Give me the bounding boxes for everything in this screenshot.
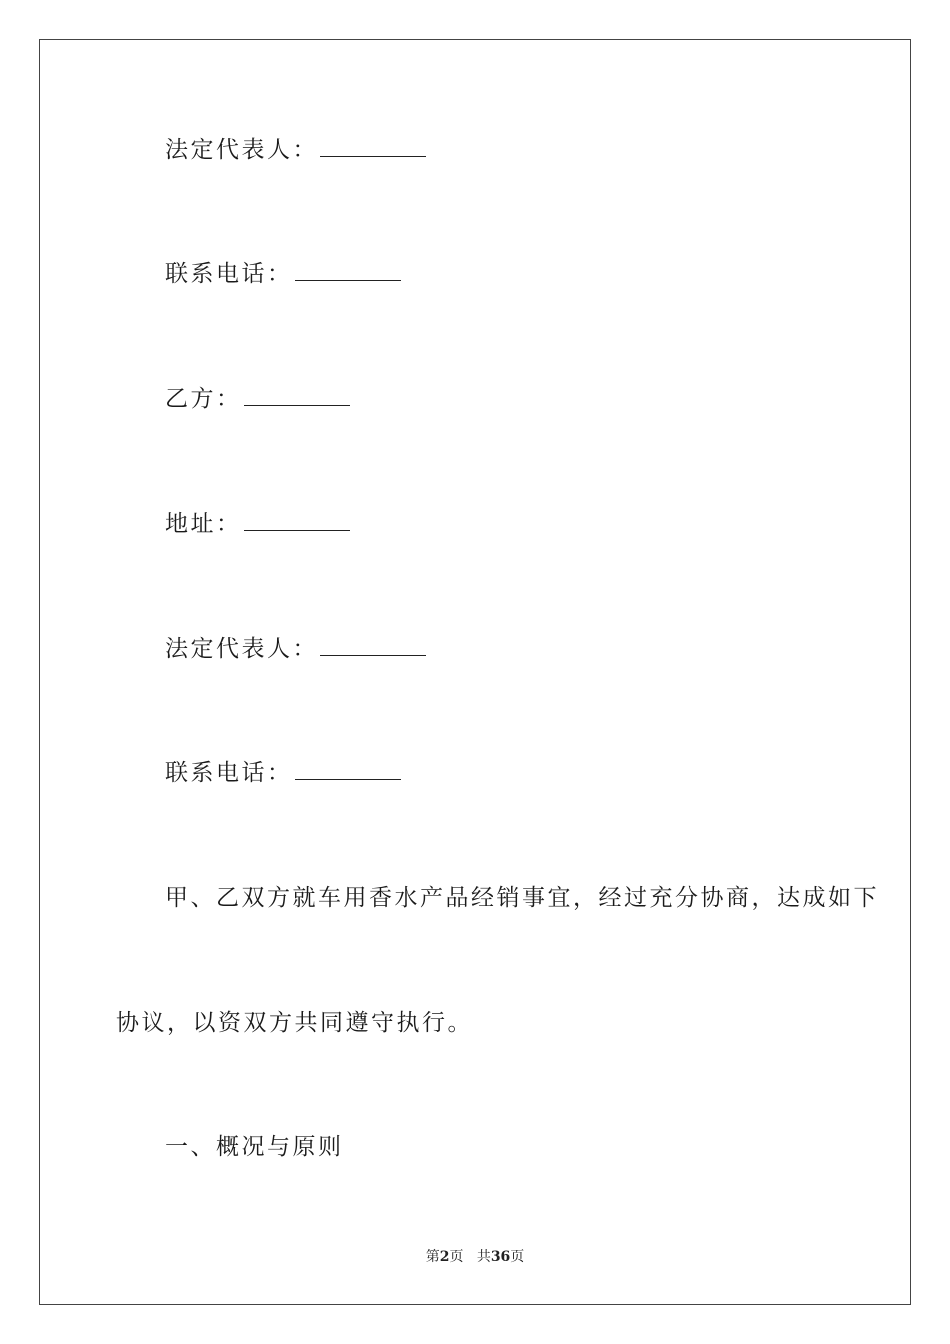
blank-underline	[295, 262, 401, 281]
field-label: 法定代表人：	[165, 137, 318, 163]
blank-underline	[244, 512, 350, 531]
blank-underline	[320, 637, 426, 656]
contact-phone-field-b	[165, 758, 401, 788]
party-b-field	[165, 384, 350, 414]
blank-underline	[320, 138, 426, 157]
field-label: 乙方：	[165, 386, 242, 412]
agreement-paragraph-line-1: 甲、乙双方就车用香水产品经销事宜，经过充分协商，达成如下	[165, 885, 879, 911]
footer-total-suffix: 页	[510, 1249, 525, 1265]
page-number-footer	[0, 1246, 950, 1266]
field-label: 联系电话：	[165, 261, 293, 287]
agreement-paragraph-line-2: 协议，以资双方共同遵守执行。	[116, 1010, 473, 1036]
legal-representative-field	[165, 135, 426, 165]
field-label: 地址：	[165, 511, 242, 537]
blank-underline	[244, 387, 350, 406]
footer-prefix: 第	[425, 1249, 440, 1265]
blank-underline	[295, 761, 401, 780]
legal-representative-field-b	[165, 634, 426, 664]
contact-phone-field	[165, 259, 401, 289]
field-label: 法定代表人：	[165, 636, 318, 662]
total-pages-number: 36	[490, 1249, 511, 1265]
field-label: 联系电话：	[165, 760, 293, 786]
address-field	[165, 509, 350, 539]
footer-page-word: 页	[449, 1249, 464, 1265]
page-frame	[39, 39, 911, 1305]
current-page-number: 2	[439, 1249, 450, 1265]
section-heading: 一、概况与原则	[165, 1134, 344, 1160]
footer-total-prefix: 共	[476, 1249, 491, 1265]
